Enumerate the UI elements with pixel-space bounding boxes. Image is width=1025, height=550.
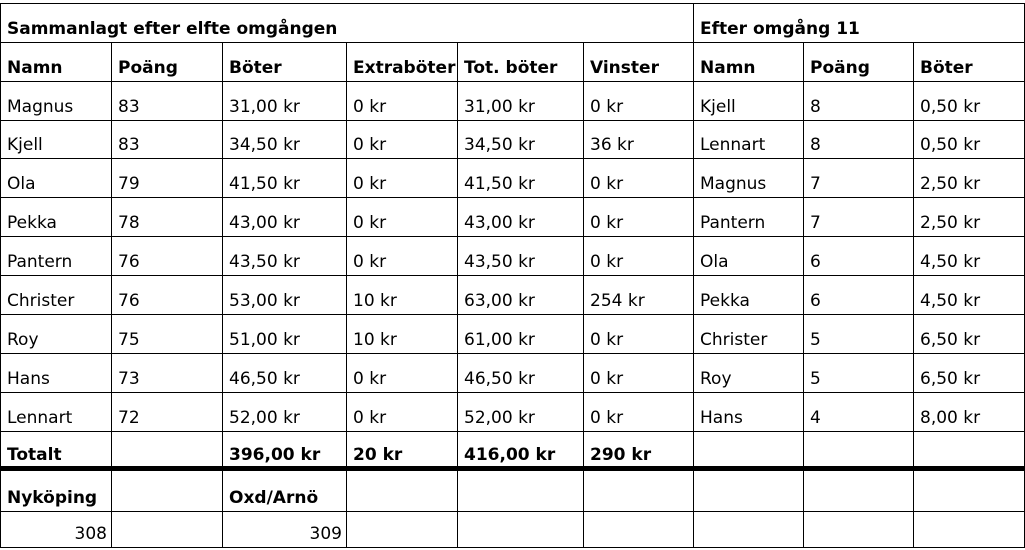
- totals-label: Totalt: [7, 445, 62, 465]
- table-cell: 2,50 kr: [920, 174, 981, 194]
- table-cell: 0 kr: [353, 135, 387, 155]
- totals-cell: [112, 432, 222, 468]
- totals-cell: 290 kr: [590, 445, 652, 465]
- totals-cell: 396,00 kr: [229, 445, 321, 465]
- table-cell: 0 kr: [353, 408, 387, 428]
- table-cell: 46,50 kr: [229, 369, 300, 389]
- table-cell: Magnus: [7, 97, 74, 117]
- table-cell: 4: [810, 408, 821, 428]
- table-cell: 0 kr: [353, 174, 387, 194]
- table-cell: 53,00 kr: [229, 291, 300, 311]
- table-cell: 8,00 kr: [920, 408, 981, 428]
- table-cell: 0 kr: [590, 369, 624, 389]
- table-cell: 51,00 kr: [229, 330, 300, 350]
- table-cell: 0 kr: [590, 330, 624, 350]
- table-cell: 5: [810, 330, 821, 350]
- table-cell: 76: [118, 291, 140, 311]
- table-cell: 43,50 kr: [229, 252, 300, 272]
- table-cell: 46,50 kr: [464, 369, 535, 389]
- table-cell: Kjell: [7, 135, 43, 155]
- totals-cell: 20 kr: [353, 445, 403, 465]
- table-cell: Hans: [700, 408, 743, 428]
- table-cell: 7: [810, 174, 821, 194]
- team-score: 308: [74, 524, 107, 544]
- table-cell: 8: [810, 135, 821, 155]
- table-cell: 31,00 kr: [464, 97, 535, 117]
- column-header: Poäng: [118, 58, 178, 78]
- table-cell: Roy: [7, 330, 39, 350]
- table-cell: 73: [118, 369, 140, 389]
- table-cell: 10 kr: [353, 291, 397, 311]
- table-cell: 4,50 kr: [920, 291, 981, 311]
- table-cell: 0,50 kr: [920, 97, 981, 117]
- table-cell: 0,50 kr: [920, 135, 981, 155]
- table-cell: Pantern: [7, 252, 73, 272]
- table-cell: 0 kr: [353, 252, 387, 272]
- column-header: Vinster: [590, 58, 659, 78]
- table-cell: Ola: [700, 252, 729, 272]
- table-cell: Roy: [700, 369, 732, 389]
- table-cell: 31,00 kr: [229, 97, 300, 117]
- grid-line: [0, 547, 1025, 548]
- column-header: Extraböter: [353, 58, 456, 78]
- team-score: 309: [309, 524, 342, 544]
- table-cell: 52,00 kr: [464, 408, 535, 428]
- table-cell: 5: [810, 369, 821, 389]
- column-header: Poäng: [810, 58, 870, 78]
- table-cell: 0 kr: [353, 369, 387, 389]
- column-header: Namn: [7, 58, 63, 78]
- table-cell: Pekka: [700, 291, 750, 311]
- table-cell: 75: [118, 330, 140, 350]
- column-header: Böter: [229, 58, 282, 78]
- table-cell: 34,50 kr: [464, 135, 535, 155]
- table-cell: 83: [118, 135, 140, 155]
- table-cell: Hans: [7, 369, 50, 389]
- column-header: Tot. böter: [464, 58, 558, 78]
- table-cell: 10 kr: [353, 330, 397, 350]
- table-cell: 79: [118, 174, 140, 194]
- table-cell: 6: [810, 291, 821, 311]
- table-cell: 36 kr: [590, 135, 634, 155]
- table-cell: 41,50 kr: [464, 174, 535, 194]
- column-header: Böter: [920, 58, 973, 78]
- table-cell: 34,50 kr: [229, 135, 300, 155]
- table-cell: 0 kr: [590, 97, 624, 117]
- table-cell: 52,00 kr: [229, 408, 300, 428]
- table-cell: Lennart: [700, 135, 766, 155]
- left-table-title: Sammanlagt efter elfte omgången: [7, 19, 338, 39]
- team-name: Nyköping: [7, 488, 98, 508]
- totals-cell: 416,00 kr: [464, 445, 556, 465]
- table-cell: 63,00 kr: [464, 291, 535, 311]
- table-cell: 43,50 kr: [464, 252, 535, 272]
- table-cell: 78: [118, 213, 140, 233]
- table-cell: 6: [810, 252, 821, 272]
- table-cell: 72: [118, 408, 140, 428]
- table-cell: 2,50 kr: [920, 213, 981, 233]
- table-cell: Lennart: [7, 408, 73, 428]
- table-cell: Magnus: [700, 174, 767, 194]
- table-cell: 6,50 kr: [920, 330, 981, 350]
- table-cell: Christer: [7, 291, 75, 311]
- table-cell: 43,00 kr: [229, 213, 300, 233]
- table-cell: Christer: [700, 330, 768, 350]
- table-cell: 83: [118, 97, 140, 117]
- table-cell: 0 kr: [590, 213, 624, 233]
- table-cell: Pantern: [700, 213, 766, 233]
- table-cell: 0 kr: [590, 174, 624, 194]
- table-cell: Ola: [7, 174, 36, 194]
- right-table-title: Efter omgång 11: [700, 19, 860, 39]
- table-cell: 6,50 kr: [920, 369, 981, 389]
- table-cell: 8: [810, 97, 821, 117]
- table-cell: 4,50 kr: [920, 252, 981, 272]
- table-cell: 41,50 kr: [229, 174, 300, 194]
- table-cell: Pekka: [7, 213, 57, 233]
- column-header: Namn: [700, 58, 756, 78]
- table-cell: 43,00 kr: [464, 213, 535, 233]
- team-name: Oxd/Arnö: [229, 488, 319, 508]
- table-cell: 0 kr: [590, 408, 624, 428]
- table-cell: 0 kr: [590, 252, 624, 272]
- table-cell: 254 kr: [590, 291, 645, 311]
- grid-line: [0, 511, 1025, 512]
- table-cell: 0 kr: [353, 213, 387, 233]
- table-cell: 61,00 kr: [464, 330, 535, 350]
- table-cell: 7: [810, 213, 821, 233]
- table-cell: 76: [118, 252, 140, 272]
- table-cell: Kjell: [700, 97, 736, 117]
- table-cell: 0 kr: [353, 97, 387, 117]
